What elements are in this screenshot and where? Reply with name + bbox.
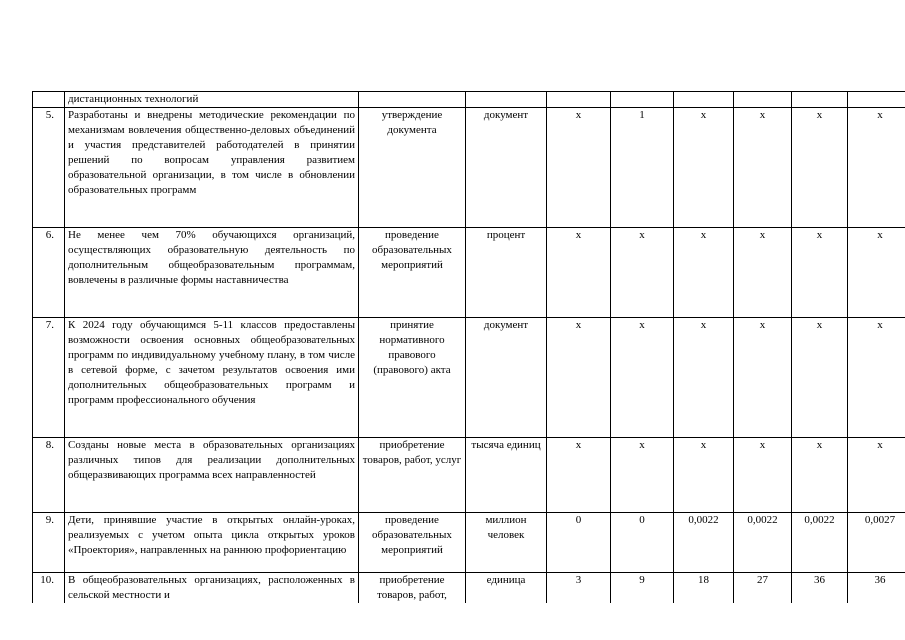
table-row (33, 573, 905, 604)
value-cell: 0 (611, 513, 674, 573)
table-row (33, 438, 905, 513)
value-cell: x (674, 438, 734, 513)
value-cell: 0 (547, 513, 611, 573)
measure-type (359, 92, 466, 108)
value-cell: x (674, 318, 734, 438)
value-cell: 0,0022 (734, 513, 792, 573)
value-cell: x (734, 108, 792, 228)
row-number: 7. (33, 318, 65, 438)
value-cell: 27 (734, 573, 792, 604)
value-cell: 36 (848, 573, 905, 604)
unit-of-measure: миллион человек (466, 513, 547, 573)
value-cell (674, 92, 734, 108)
value-cell: x (674, 228, 734, 318)
table-body (33, 92, 905, 604)
value-cell: x (792, 228, 848, 318)
value-cell: x (848, 318, 905, 438)
indicator-text: Разработаны и внедрены методические рекомендации по механизмам вовлечения общественно-деловых объединений и участия представителей работодателей в принятии решений по вопросам управления развитием образовательной организации, в том числе в обновлении образовательных программ (65, 108, 359, 228)
table-row (33, 92, 905, 108)
value-cell: x (547, 228, 611, 318)
unit-of-measure: документ (466, 318, 547, 438)
value-cell: x (848, 108, 905, 228)
row-number (33, 92, 65, 108)
table-row (33, 228, 905, 318)
measure-type: приобретение товаров, работ, (359, 573, 466, 604)
value-cell: x (547, 318, 611, 438)
value-cell: x (734, 228, 792, 318)
unit-of-measure: процент (466, 228, 547, 318)
value-cell: x (611, 228, 674, 318)
value-cell: 0,0022 (792, 513, 848, 573)
value-cell (792, 92, 848, 108)
value-cell: x (848, 438, 905, 513)
unit-of-measure: тысяча единиц (466, 438, 547, 513)
row-number: 8. (33, 438, 65, 513)
row-number: 9. (33, 513, 65, 573)
value-cell (734, 92, 792, 108)
unit-of-measure (466, 92, 547, 108)
unit-of-measure: документ (466, 108, 547, 228)
value-cell: x (848, 228, 905, 318)
indicator-text: Созданы новые места в образовательных организациях различных типов для реализации дополнительных общеразвивающих программа всех направленностей (65, 438, 359, 513)
indicator-text: Не менее чем 70% обучающихся организаций, осуществляющих образовательную деятельность по дополнительным общеобразовательным программам, вовлечены в различные формы наставничества (65, 228, 359, 318)
value-cell: x (734, 438, 792, 513)
value-cell: x (734, 318, 792, 438)
value-cell: 3 (547, 573, 611, 604)
row-number: 10. (33, 573, 65, 604)
value-cell: x (792, 438, 848, 513)
value-cell: x (611, 438, 674, 513)
table-row (33, 108, 905, 228)
value-cell: x (547, 438, 611, 513)
value-cell: x (792, 108, 848, 228)
value-cell: x (674, 108, 734, 228)
table-row (33, 318, 905, 438)
value-cell (848, 92, 905, 108)
row-number: 6. (33, 228, 65, 318)
measure-type: проведение образовательных мероприятий (359, 228, 466, 318)
table-row (33, 513, 905, 573)
measure-type: утверждение документа (359, 108, 466, 228)
row-number: 5. (33, 108, 65, 228)
value-cell: 0,0022 (674, 513, 734, 573)
value-cell: 36 (792, 573, 848, 604)
value-cell: 18 (674, 573, 734, 604)
indicator-text: К 2024 году обучающимся 5-11 классов предоставлены возможности освоения основных общеобразовательных программ по индивидуальному учебному плану, в том числе в сетевой форме, с зачетом результатов освоения ими дополнительных общеобразовательных программ и программ профессионального обучения (65, 318, 359, 438)
value-cell: x (792, 318, 848, 438)
value-cell: 9 (611, 573, 674, 604)
value-cell (611, 92, 674, 108)
measure-type: приобретение товаров, работ, услуг (359, 438, 466, 513)
indicator-text: В общеобразовательных организациях, расположенных в сельской местности и (65, 573, 359, 604)
measure-type: принятие нормативного правового (правового) акта (359, 318, 466, 438)
measure-type: проведение образовательных мероприятий (359, 513, 466, 573)
value-cell (547, 92, 611, 108)
value-cell: 1 (611, 108, 674, 228)
unit-of-measure: единица (466, 573, 547, 604)
value-cell: x (547, 108, 611, 228)
value-cell: x (611, 318, 674, 438)
document-page (32, 91, 905, 603)
indicator-text: дистанционных технологий (65, 92, 359, 108)
value-cell: 0,0027 (848, 513, 905, 573)
indicator-text: Дети, принявшие участие в открытых онлайн-уроках, реализуемых с учетом опыта цикла открытых уроков «Проектория», направленных на раннюю профориентацию (65, 513, 359, 573)
indicators-table (32, 91, 905, 603)
